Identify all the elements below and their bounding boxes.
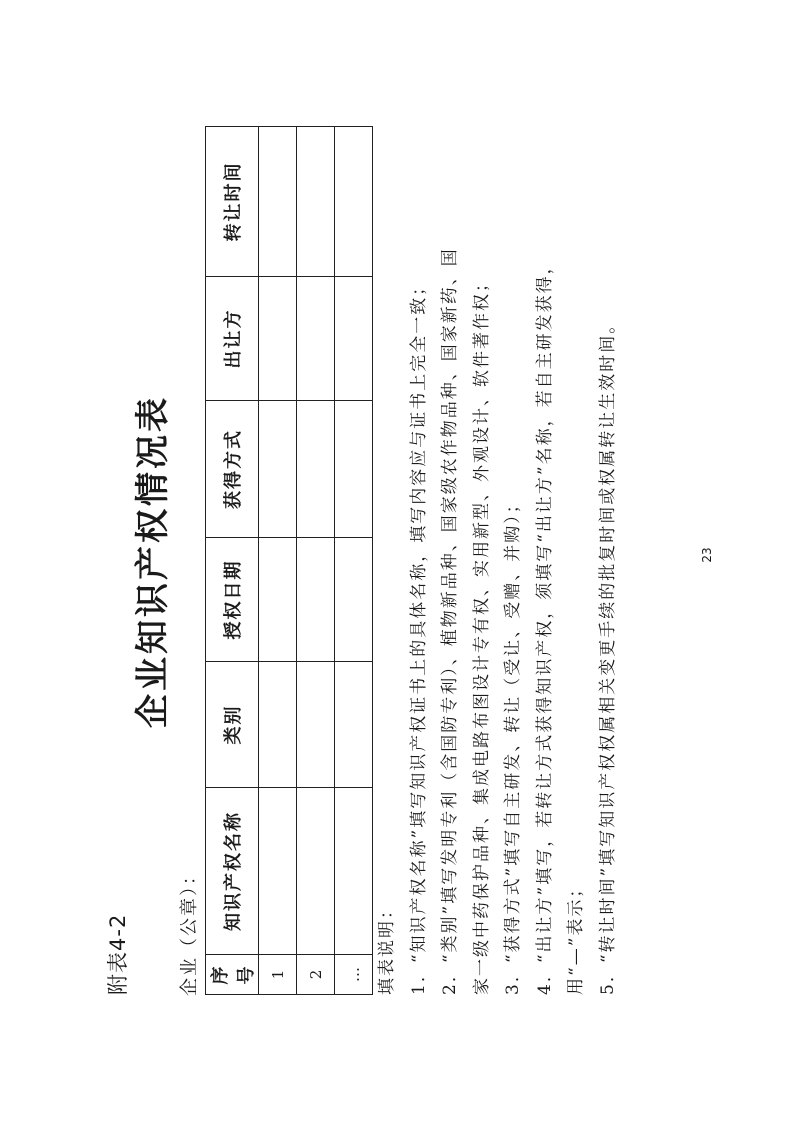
cell-category[interactable] <box>335 662 373 788</box>
appendix-label: 附表4-2 <box>106 913 130 995</box>
table-row <box>297 127 335 995</box>
cell-acquisition-method[interactable] <box>297 401 335 538</box>
cell-index: 2 <box>297 955 335 995</box>
page-number: 23 <box>700 547 714 563</box>
instruction-line: 1．“知识产权名称”填写知识产权证书上的具体名称，填写内容应与证书上完全一致； <box>408 276 429 995</box>
cell-category[interactable] <box>259 662 297 788</box>
cell-transfer-time[interactable] <box>297 127 335 277</box>
cell-index: 1 <box>259 955 297 995</box>
cell-ip-name[interactable] <box>297 788 335 955</box>
cell-grant-date[interactable] <box>335 538 373 662</box>
cell-acquisition-method[interactable] <box>335 401 373 538</box>
page-title: 企业知识产权情况表 <box>133 395 173 728</box>
cell-transferor[interactable] <box>259 277 297 401</box>
cell-grant-date[interactable] <box>297 538 335 662</box>
instruction-line: 家一级中药保护品种、集成电路布图设计专有权、实用新型、外观设计、软件著作权； <box>471 273 492 995</box>
table-row <box>335 127 373 995</box>
cell-index: … <box>335 955 373 995</box>
header-transferor: 出让方 <box>206 277 259 401</box>
cell-transfer-time[interactable] <box>335 127 373 277</box>
instruction-line: 2．“类别”填写发明专利（含国防专利）、植物新品种、国家级农作物品种、国家新药、国 <box>440 247 460 995</box>
instructions-heading: 填表说明： <box>377 900 397 995</box>
cell-transferor[interactable] <box>297 277 335 401</box>
cell-acquisition-method[interactable] <box>259 401 297 538</box>
cell-category[interactable] <box>297 662 335 788</box>
cell-ip-name[interactable] <box>259 788 297 955</box>
cell-transfer-time[interactable] <box>259 127 297 277</box>
instruction-line: 4．“出让方”填写，若转让方式获得知识产权，须填写“出让方”名称，若自主研发获得， <box>534 255 555 995</box>
header-category: 类别 <box>206 662 259 788</box>
instruction-line: 3．“获得方式”填写自主研发、转让（受让、受赠、并购）； <box>503 494 523 995</box>
table-row <box>259 127 297 995</box>
cell-grant-date[interactable] <box>259 538 297 662</box>
cell-ip-name[interactable] <box>335 788 373 955</box>
header-transfer-time: 转让时间 <box>206 127 259 277</box>
header-acquisition-method: 获得方式 <box>206 401 259 538</box>
instruction-line: 5．“转让时间”填写知识产权权属相关变更手续的批复时间或权属转让生效时间。 <box>597 314 618 995</box>
header-ip-name: 知识产权名称 <box>206 788 259 955</box>
instruction-line: 用“—”表示； <box>566 878 586 995</box>
cell-transferor[interactable] <box>335 277 373 401</box>
enterprise-seal-label: 企业（公章）： <box>179 865 200 996</box>
table-header-row <box>206 127 259 995</box>
header-index: 序号 <box>206 955 259 995</box>
header-grant-date: 授权日期 <box>206 538 259 662</box>
ip-table <box>205 126 373 995</box>
filling-instructions <box>372 115 624 995</box>
